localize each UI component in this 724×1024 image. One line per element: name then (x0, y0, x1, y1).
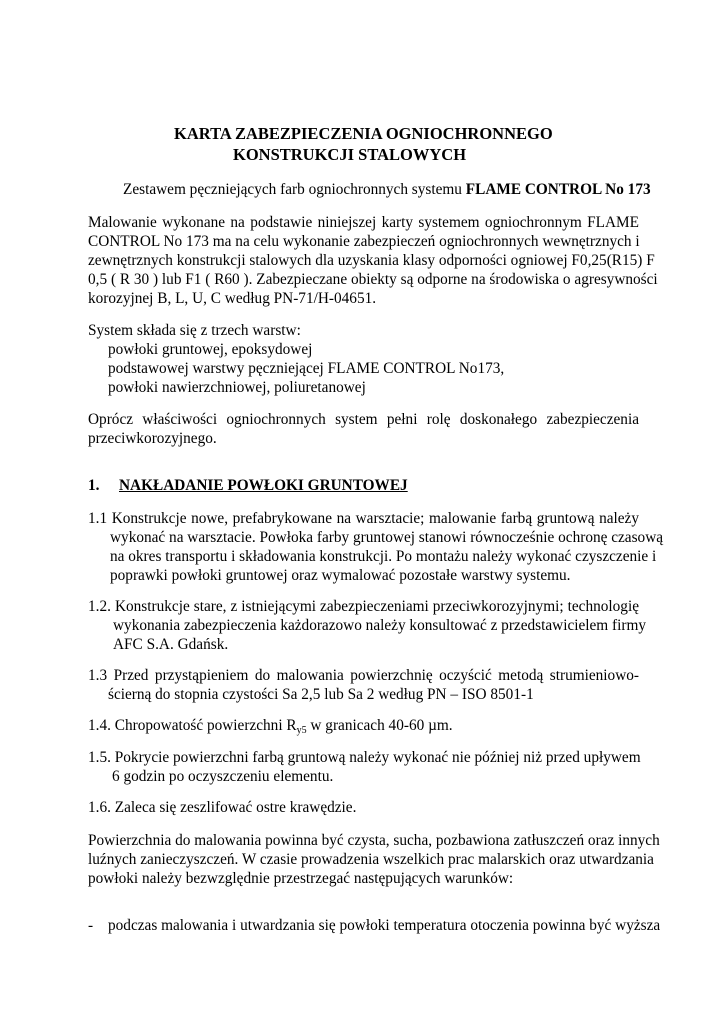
title-line-2: KONSTRUKCJI STALOWYCH (233, 145, 467, 164)
intro-line-2: CONTROL No 173 ma na celu wykonanie zabezpieczeń ogniochronnych wewnętrznych i (88, 233, 640, 250)
subtitle (123, 181, 651, 199)
surface-line-1: Powierzchnia do malowania powinna być czysta, sucha, pozbawiona zatłuszczeń oraz innych (88, 832, 660, 849)
layers-heading: System składa się z trzech warstw: (88, 322, 301, 339)
p14-prefix: 1.4. Chropowatość powierzchni R (88, 717, 297, 734)
intro-line-4: 0,5 ( R 30 ) lub F1 ( R60 ). Zabezpieczane obiekty są odporne na środowiska o agresywności (88, 271, 658, 288)
bullet-text: podczas malowania i utwardzania się powłoki temperatura otoczenia powinna być wyższa (108, 917, 661, 934)
intro-line-3: zewnętrznych konstrukcji stalowych dla uzyskania klasy odporności ogniowej F0,25(R15) F (88, 252, 655, 269)
corrosion-line-1: Oprócz właściwości ogniochronnych system pełni rolę doskonałego zabezpieczenia (88, 411, 639, 428)
p11-line-2: wykonać na warsztacie. Powłoka farby gruntowej stanowi równocześnie ochronę czasową (110, 529, 664, 546)
p12-line-2: wykonania zabezpieczenia każdorazowo należy konsultować z przedstawicielem firmy (113, 617, 647, 634)
system-name: FLAME CONTROL No 173 (465, 181, 651, 198)
layer-item-intumescent: podstawowej warstwy pęczniejącej FLAME CONTROL No173, (108, 360, 505, 377)
p14-sub: y5 (296, 725, 307, 736)
p15-line-1: 1.5. Pokrycie powierzchni farbą gruntową należy wykonać nie później niż przed upływem (88, 749, 641, 766)
p12-line-3: AFC S.A. Gdańsk. (113, 636, 229, 653)
layer-item-primer: powłoki gruntowej, epoksydowej (108, 341, 313, 358)
section-number: 1. (88, 477, 100, 494)
p12-line-1: 1.2. Konstrukcje stare, z istniejącymi zabezpieczeniami przeciwkorozyjnymi; technologię (88, 598, 639, 615)
p11-line-4: poprawki powłoki gruntowej oraz wymalować pozostałe warstwy systemu. (110, 567, 571, 584)
p14-line (88, 717, 453, 735)
p14-suffix: w granicach 40-60 µm. (306, 717, 453, 734)
surface-line-2: luźnych zanieczyszczeń. W czasie prowadzenia wszelkich prac malarskich oraz utwardzania (88, 851, 654, 868)
p15-line-2: 6 godzin po oczyszczeniu elementu. (112, 768, 334, 785)
intro-line-1: Malowanie wykonane na podstawie niniejszej karty systemem ogniochronnym FLAME (88, 214, 639, 231)
p16-line: 1.6. Zaleca się zeszlifować ostre krawędzie. (88, 799, 357, 816)
p13-line-1: 1.3 Przed przystąpieniem do malowania powierzchnię oczyścić metodą strumieniowo- (88, 667, 639, 684)
p13-line-2: ścierną do stopnia czystości Sa 2,5 lub Sa 2 według PN – ISO 8501-1 (108, 686, 534, 703)
subtitle-prefix: Zestawem pęczniejących farb ogniochronnych systemu (123, 181, 466, 198)
layer-item-topcoat: powłoki nawierzchniowej, poliuretanowej (108, 379, 366, 396)
p11-line-1: 1.1 Konstrukcje nowe, prefabrykowane na warsztacie; malowanie farbą gruntową należy (88, 510, 639, 527)
bullet-mark: - (88, 917, 94, 934)
intro-line-5: korozyjnej B, L, U, C według PN-71/H-04651. (88, 290, 377, 307)
corrosion-line-2: przeciwkorozyjnego. (88, 430, 217, 447)
p11-line-3: na okres transportu i składowania konstrukcji. Po montażu należy wykonać czyszczenie i (110, 548, 657, 565)
section-heading: NAKŁADANIE POWŁOKI GRUNTOWEJ (119, 477, 408, 494)
surface-line-3: powłoki należy bezwzględnie przestrzegać następujących warunków: (88, 870, 514, 887)
title-line-1: KARTA ZABEZPIECZENIA OGNIOCHRONNEGO (174, 124, 553, 143)
